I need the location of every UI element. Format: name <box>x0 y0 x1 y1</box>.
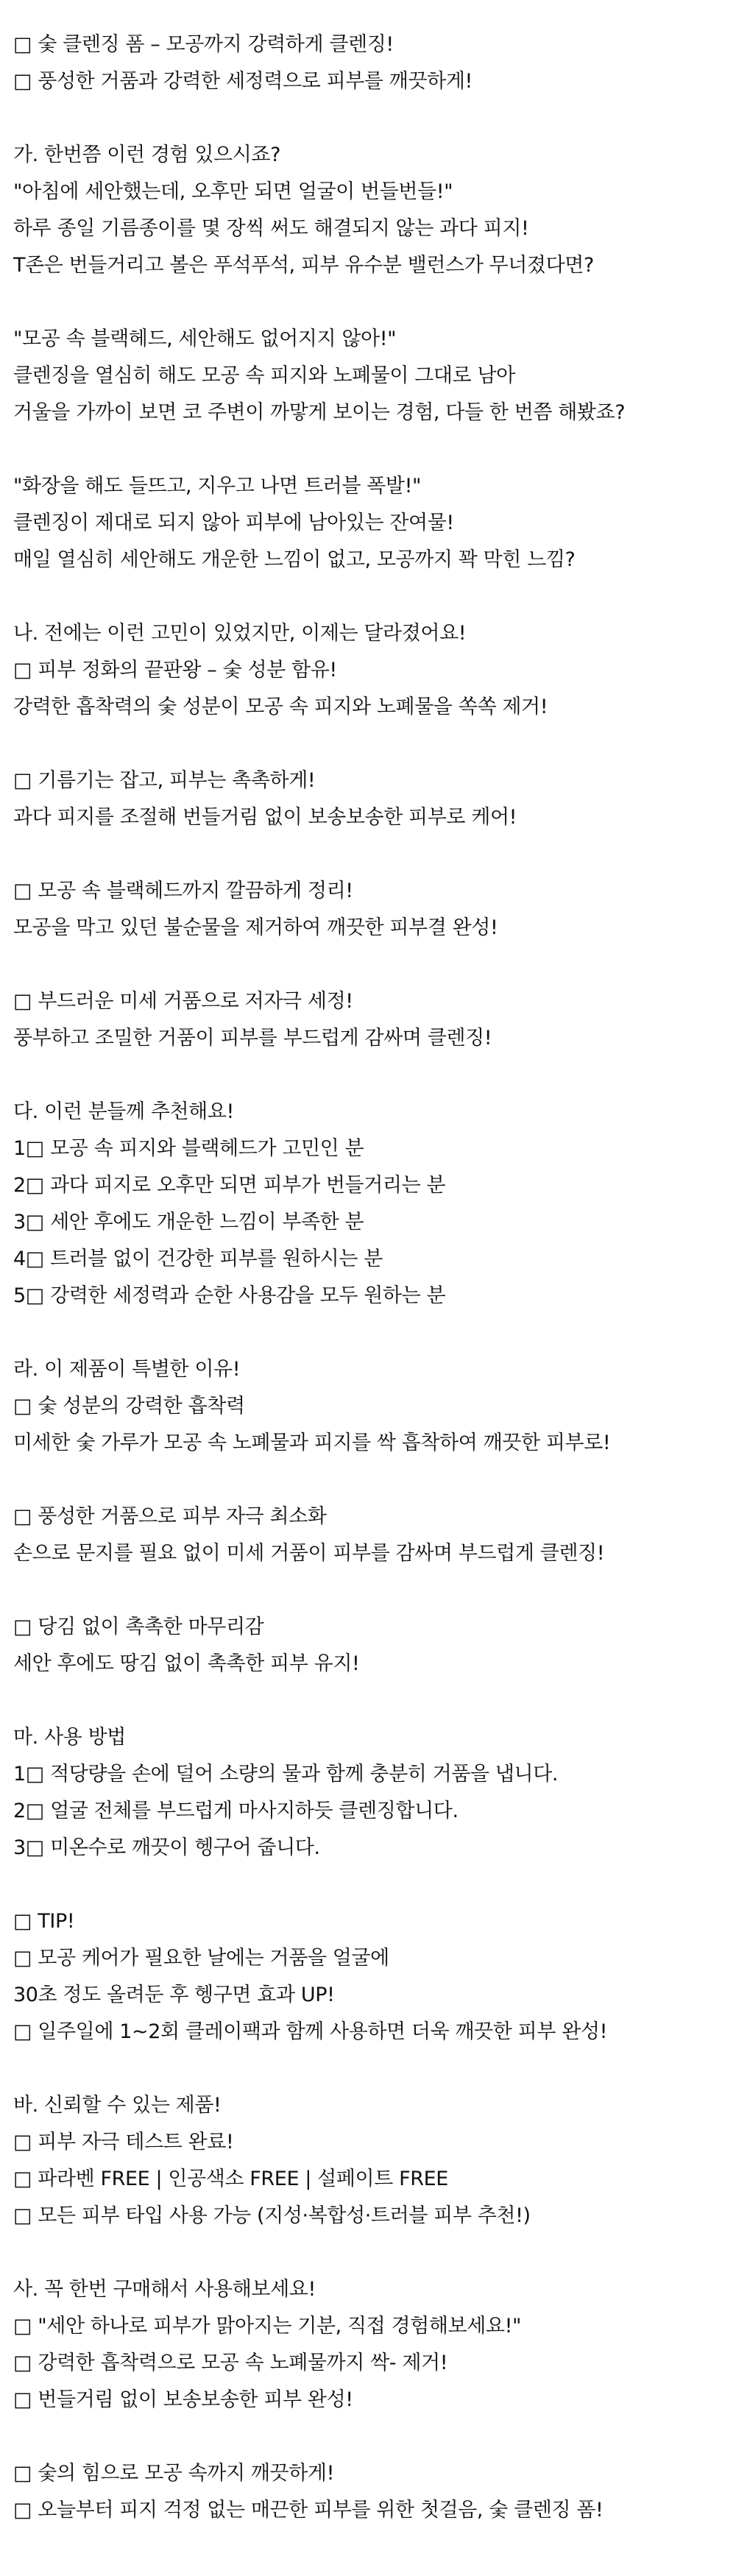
text-line: 풍부하고 조밀한 거품이 피부를 부드럽게 감싸며 클렌징! <box>13 1027 492 1050</box>
text-line: □ 피부 자극 테스트 완료! <box>13 2131 234 2154</box>
text-line: "모공 속 블랙헤드, 세안해도 없어지지 않아!" <box>13 328 397 350</box>
text-line: 하루 종일 기름종이를 몇 장씩 써도 해결되지 않는 과다 피지! <box>13 217 529 240</box>
text-line: □ 일주일에 1~2회 클레이팩과 함께 사용하면 더욱 깨끗한 피부 완성! <box>13 2020 608 2043</box>
blank-line <box>13 1314 736 1351</box>
text-line: □ 모공 케어가 필요한 날에는 거품을 얼굴에 <box>13 1947 389 1970</box>
text-line: □ 숯 클렌징 폼 – 모공까지 강력하게 클렌징! <box>13 33 394 56</box>
blank-line <box>13 284 736 321</box>
blank-line <box>13 1462 736 1498</box>
text-line: "아침에 세안했는데, 오후만 되면 얼굴이 번들번들!" <box>13 180 453 203</box>
blank-line <box>13 1866 736 1903</box>
text-line: □ TIP! <box>13 1910 75 1933</box>
text-line: □ 강력한 흡착력으로 모공 속 노폐물까지 싹- 제거! <box>13 2352 448 2374</box>
text-line: □ 모공 속 블랙헤드까지 깔끔하게 정리! <box>13 880 353 902</box>
text-line: 1□ 모공 속 피지와 블랙헤드가 고민인 분 <box>13 1137 364 1160</box>
blank-line <box>13 2418 736 2455</box>
text-line: 2□ 과다 피지로 오후만 되면 피부가 번들거리는 분 <box>13 1174 446 1197</box>
blank-line <box>13 1572 736 1609</box>
text-line: 모공을 막고 있던 불순물을 제거하여 깨끗한 피부결 완성! <box>13 916 498 939</box>
text-line: □ 피부 정화의 끝판왕 – 숯 성분 함유! <box>13 659 337 682</box>
text-line: 3□ 미온수로 깨끗이 헹구어 줍니다. <box>13 1836 320 1859</box>
text-line: □ 당김 없이 촉촉한 마무리감 <box>13 1616 264 1638</box>
text-line: 강력한 흡착력의 숯 성분이 모공 속 피지와 노폐물을 쏙쏙 제거! <box>13 696 548 718</box>
text-line: □ 숯의 힘으로 모공 속까지 깨끗하게! <box>13 2462 334 2485</box>
text-line: 2□ 얼굴 전체를 부드럽게 마사지하듯 클렌징합니다. <box>13 1800 459 1822</box>
text-line: □ 부드러운 미세 거품으로 저자극 세정! <box>13 990 353 1013</box>
text-line: 바. 신뢰할 수 있는 제품! <box>13 2094 222 2117</box>
text-line: 다. 이런 분들께 추천해요! <box>13 1100 234 1123</box>
blank-line <box>13 1057 736 1094</box>
text-line: □ 풍성한 거품과 강력한 세정력으로 피부를 깨끗하게! <box>13 70 473 93</box>
blank-line <box>13 2050 736 2087</box>
text-line: □ "세안 하나로 피부가 맑아지는 기분, 직접 경험해보세요!" <box>13 2315 522 2338</box>
text-line: □ 파라벤 FREE | 인공색소 FREE | 설페이트 FREE <box>13 2168 448 2190</box>
text-line: 과다 피지를 조절해 번들거림 없이 보송보송한 피부로 케어! <box>13 806 517 829</box>
text-line: □ 모든 피부 타입 사용 가능 (지성·복합성·트러블 피부 추천!) <box>13 2204 531 2227</box>
text-line: □ 오늘부터 피지 걱정 없는 매끈한 피부를 위한 첫걸음, 숯 클렌징 폼! <box>13 2499 604 2522</box>
text-line: 손으로 문지를 필요 없이 미세 거품이 피부를 감싸며 부드럽게 클렌징! <box>13 1542 605 1565</box>
text-line: 미세한 숯 가루가 모공 속 노폐물과 피지를 싹 흡착하여 깨끗한 피부로! <box>13 1432 611 1454</box>
text-line: □ 숯 성분의 강력한 흡착력 <box>13 1395 245 1418</box>
text-line: 1□ 적당량을 손에 덜어 소량의 물과 함께 충분히 거품을 냅니다. <box>13 1763 559 1786</box>
text-line: 5□ 강력한 세정력과 순한 사용감을 모두 원하는 분 <box>13 1284 446 1307</box>
blank-line <box>13 1682 736 1719</box>
blank-line <box>13 100 736 137</box>
text-line: 세안 후에도 땅김 없이 촉촉한 피부 유지! <box>13 1652 360 1675</box>
text-line: 매일 열심히 세안해도 개운한 느낌이 없고, 모공까지 꽉 막힌 느낌? <box>13 548 576 571</box>
text-line: 4□ 트러블 없이 건강한 피부를 원하시는 분 <box>13 1248 383 1270</box>
text-line: 3□ 세안 후에도 개운한 느낌이 부족한 분 <box>13 1211 364 1234</box>
blank-line <box>13 578 736 615</box>
blank-line <box>13 726 736 762</box>
text-line: 가. 한번쯤 이런 경험 있으시죠? <box>13 144 281 166</box>
blank-line <box>13 431 736 468</box>
text-line: 라. 이 제품이 특별한 이유! <box>13 1358 241 1381</box>
text-line: 클렌징이 제대로 되지 않아 피부에 남아있는 잔여물! <box>13 512 454 534</box>
blank-line <box>13 946 736 983</box>
text-line: 나. 전에는 이런 고민이 있었지만, 이제는 달라졌어요! <box>13 622 467 645</box>
text-line: □ 기름기는 잡고, 피부는 촉촉하게! <box>13 769 316 792</box>
text-line: 거울을 가까이 보면 코 주변이 까맣게 보이는 경험, 다들 한 번쯤 해봤죠? <box>13 401 626 424</box>
text-line: 30초 정도 올려둔 후 헹구면 효과 UP! <box>13 1984 335 2006</box>
text-line: 클렌징을 열심히 해도 모공 속 피지와 노폐물이 그대로 남아 <box>13 364 515 387</box>
blank-line <box>13 2234 736 2271</box>
text-line: 마. 사용 방법 <box>13 1726 126 1749</box>
text-line: □ 풍성한 거품으로 피부 자극 최소화 <box>13 1505 327 1528</box>
blank-line <box>13 836 736 873</box>
text-line: □ 번들거림 없이 보송보송한 피부 완성! <box>13 2388 353 2411</box>
text-line: 사. 꼭 한번 구매해서 사용해보세요! <box>13 2278 316 2301</box>
text-line: "화장을 해도 들뜨고, 지우고 나면 트러블 폭발!" <box>13 475 422 498</box>
text-line: T존은 번들거리고 볼은 푸석푸석, 피부 유수분 밸런스가 무너졌다면? <box>13 254 594 277</box>
